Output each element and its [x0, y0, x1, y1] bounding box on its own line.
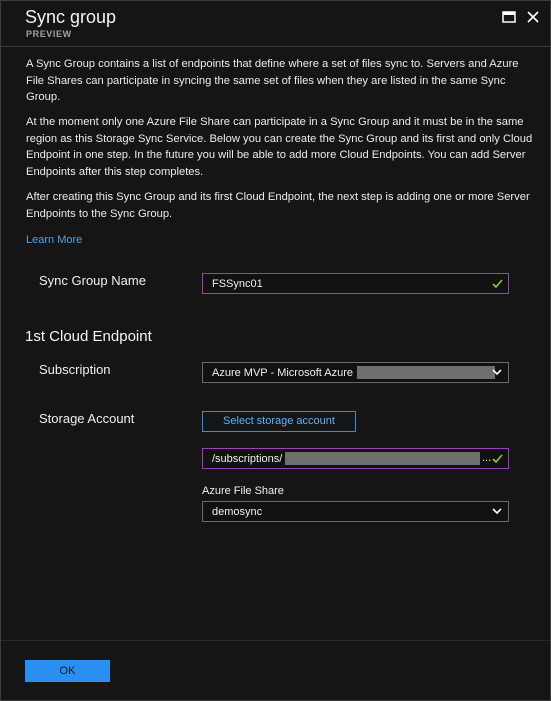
storage-path-ellipsis: ...: [482, 452, 492, 464]
ok-button[interactable]: OK: [25, 660, 110, 682]
redacted-block: [357, 366, 495, 379]
cloud-endpoint-heading: 1st Cloud Endpoint: [25, 328, 152, 345]
storage-path-value: /subscriptions/: [212, 453, 283, 465]
chevron-down-icon: [492, 369, 502, 376]
maximize-icon[interactable]: [502, 10, 516, 24]
sync-group-name-value: FSSync01: [212, 278, 263, 290]
subscription-dropdown[interactable]: [202, 362, 509, 383]
checkmark-icon: [492, 278, 503, 289]
azure-file-share-label: Azure File Share: [202, 485, 284, 497]
blade-subtitle: PREVIEW: [26, 29, 72, 39]
description-paragraph-2: At the moment only one Azure File Share can participate in a Sync Group and it must be in the same region as this Storage Sync Service. Below you can create the Sync Group and its first and only Cloud Endpoint in one step. In the future you will be able to add more Cloud Endpoints. You can add Server Endpoints after this step completes.: [26, 116, 533, 178]
blade-title: Sync group: [25, 7, 117, 27]
sync-group-name-label: Sync Group Name: [39, 273, 146, 288]
checkmark-icon: [492, 453, 503, 464]
storage-account-label: Storage Account: [39, 411, 135, 426]
azure-file-share-value: demosync: [212, 506, 263, 518]
chevron-down-icon: [492, 508, 502, 515]
learn-more-link[interactable]: Learn More: [26, 234, 83, 246]
close-icon[interactable]: [526, 10, 540, 24]
subscription-label: Subscription: [39, 362, 111, 377]
azure-file-share-dropdown[interactable]: [202, 501, 509, 522]
subscription-value: Azure MVP - Microsoft Azure: [212, 367, 354, 379]
footer-divider: [1, 640, 550, 641]
description-paragraph-3: After creating this Sync Group and its first Cloud Endpoint, the next step is adding one or more Server Endpoints to the Sync Group.: [26, 191, 530, 220]
sync-group-name-input[interactable]: [202, 273, 509, 294]
redacted-block: [285, 452, 480, 465]
storage-account-path-input[interactable]: [202, 448, 509, 469]
header-divider: [1, 46, 550, 47]
description-paragraph-1: A Sync Group contains a list of endpoints that define where a set of files sync to. Servers and Azure File Shares can participate in syncing the same set of files when they are listed in the same Sync Group.: [26, 58, 519, 103]
select-storage-account-button[interactable]: Select storage account: [202, 411, 356, 432]
